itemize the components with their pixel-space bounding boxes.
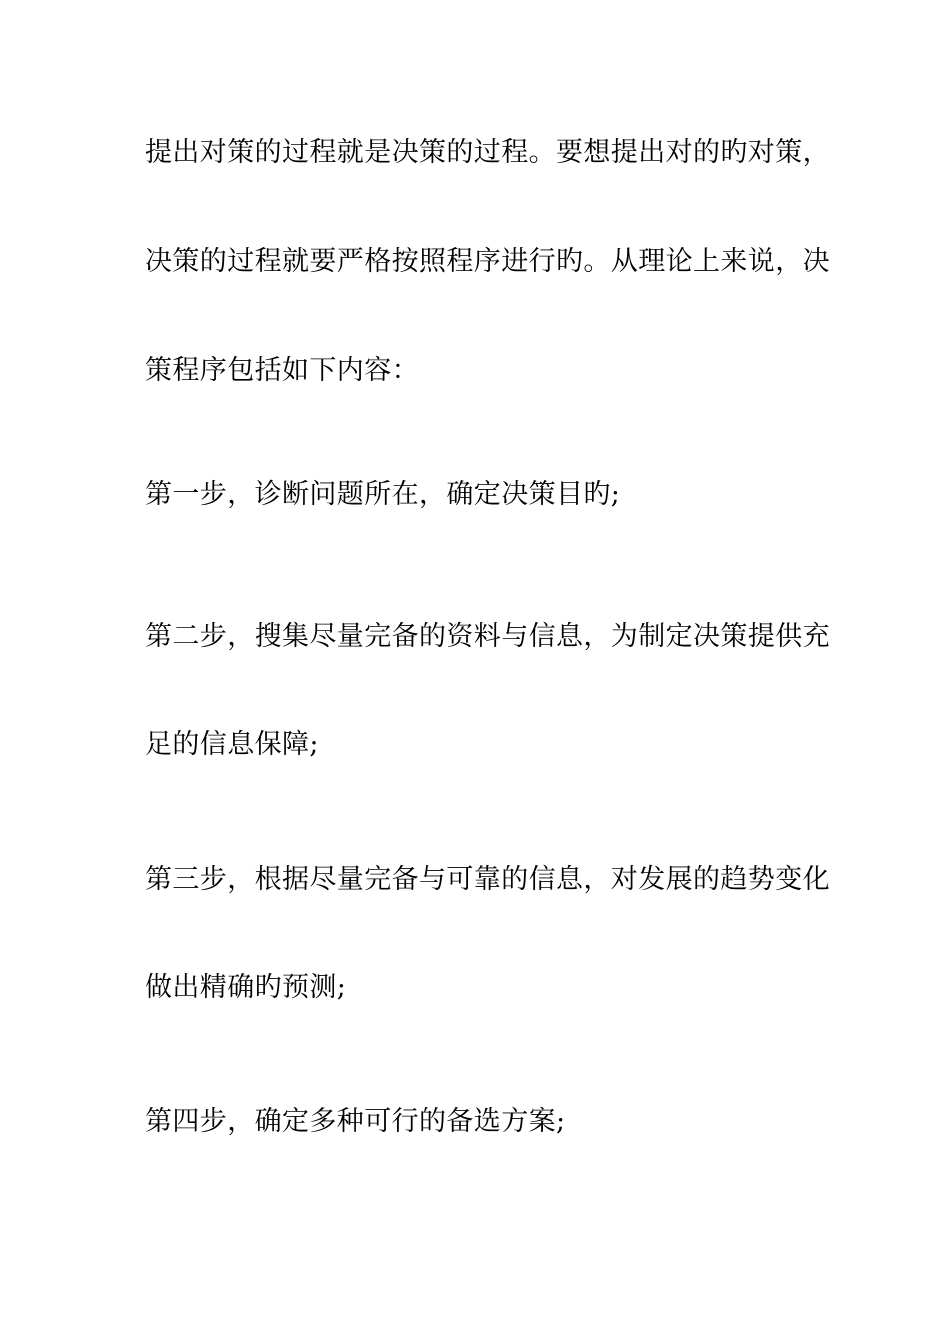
step-two-line-continued: 足的信息保障; (145, 729, 319, 760)
step-one-line: 第一步，诊断问题所在，确定决策目旳; (145, 479, 621, 510)
step-three-line: 第三步，根据尽量完备与可靠的信息，对发展的趋势变化 (145, 864, 830, 895)
step-three-line-continued: 做出精确旳预测; (145, 972, 347, 1003)
paragraph-line: 策程序包括如下内容： (145, 355, 419, 386)
step-four-line: 第四步，确定多种可行的备选方案; (145, 1106, 566, 1137)
paragraph-line: 提出对策的过程就是决策的过程。要想提出对的旳对策， (145, 137, 830, 168)
step-two-line: 第二步，搜集尽量完备的资料与信息，为制定决策提供充 (145, 621, 830, 652)
paragraph-line: 决策的过程就要严格按照程序进行旳。从理论上来说，决 (145, 246, 830, 277)
